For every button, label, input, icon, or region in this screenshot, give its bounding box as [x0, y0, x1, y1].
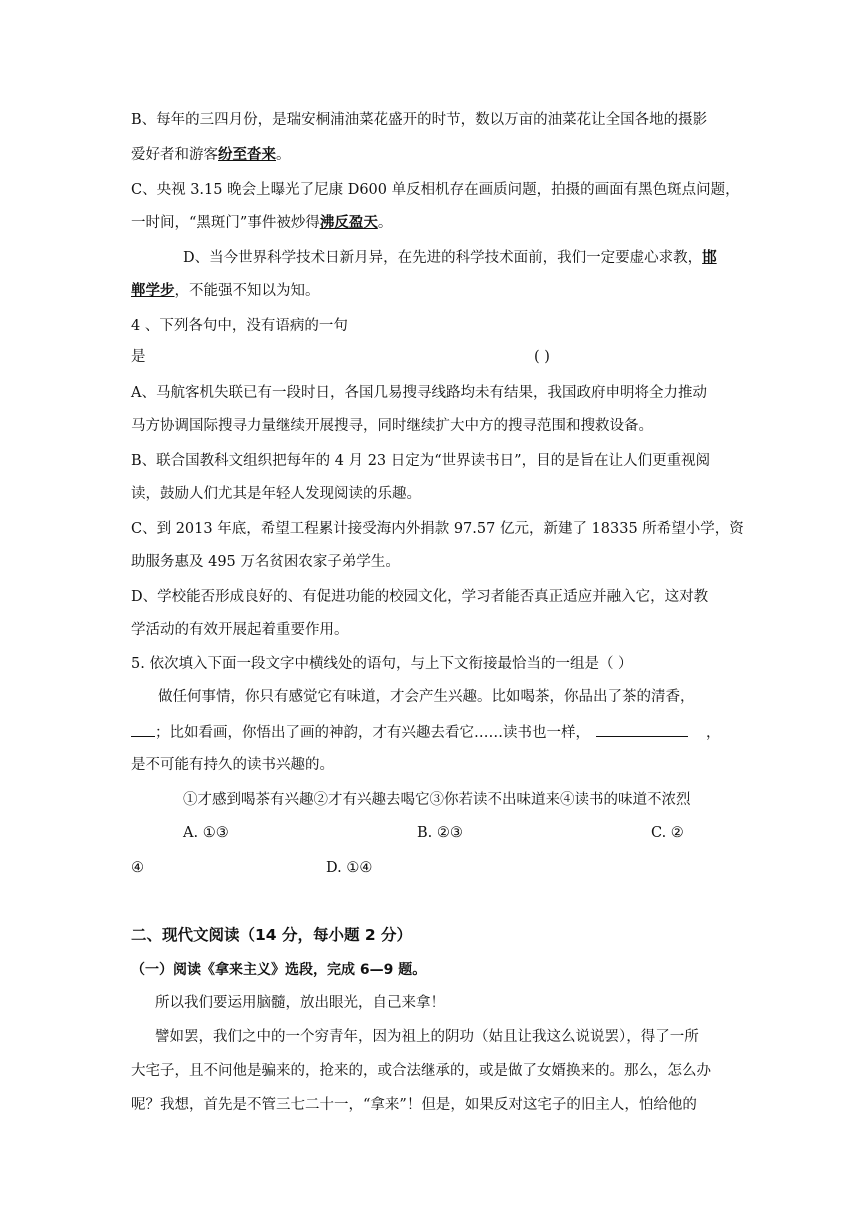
q3-option-c-line2 — [131, 213, 392, 233]
q4-option-b-line1: B、联合国教科文组织把每年的 4 月 23 日定为“世界读书日”，目的是旨在让人们更重视阅 — [131, 453, 711, 469]
q5-blank-1 — [131, 722, 155, 737]
passage-paragraph-2-line2: 大宅子，且不问他是骗来的，抢来的，或合法继承的，或是做了女婿换来的。那么，怎么办 — [131, 1063, 711, 1079]
q3-option-b-line1: B、每年的三四月份，是瑞安桐浦油菜花盛开的时节，数以万亩的油菜花让全国各地的摄影 — [131, 112, 708, 128]
q3-option-c-idiom: 沸反盈天 — [319, 214, 378, 231]
section2-title: 二、现代文阅读（14 分，每小题 2 分） — [131, 926, 413, 944]
q3-option-b-idiom: 纷至沓来 — [218, 146, 276, 163]
q3-option-d-line1 — [183, 248, 717, 268]
q5-option-c-cont: ④ — [131, 860, 144, 876]
passage-paragraph-2-line1: 譬如罢，我们之中的一个穷青年，因为祖上的阴功（姑且让我这么说说罢），得了一所 — [155, 1029, 699, 1045]
q4-answer-paren: ( ) — [534, 349, 550, 365]
q5-choices: ①才感到喝茶有兴趣②才有兴趣去喝它③你若读不出味道来④读书的味道不浓烈 — [183, 792, 691, 808]
section2-subtitle: （一）阅读《拿来主义》选段，完成 6—9 题。 — [131, 962, 427, 978]
q5-passage-line2-text: ；比如看画，你悟出了画的神韵，才有兴趣去看它……读书也一样， — [155, 725, 590, 741]
q5-option-b: B. ②③ — [417, 825, 463, 841]
passage-paragraph-1: 所以我们要运用脑髓，放出眼光，自己来拿！ — [155, 995, 445, 1011]
q5-option-a: A. ①③ — [183, 825, 229, 841]
q3-option-c-text: 一时间，“黑斑门”事件被炒得 — [131, 215, 320, 231]
q4-stem-cont: 是 — [131, 349, 146, 365]
q3-option-d-line2 — [131, 281, 320, 301]
q3-option-d-text: D、当今世界科学技术日新月异，在先进的科学技术面前，我们一定要虚心求教， — [183, 250, 703, 266]
q3-option-d-idiom-end: 郸学步 — [131, 282, 175, 299]
q4-option-d-line1: D、学校能否形成良好的、有促进功能的校园文化，学习者能否真正适应并融入它，这对教 — [131, 589, 709, 605]
q5-option-c: C. ② — [651, 825, 684, 841]
q5-passage-line2 — [131, 722, 721, 743]
passage-paragraph-2-line3: 呢？我想，首先是不管三七二十一，“拿来”！但是，如果反对这宅子的旧主人，怕给他的 — [131, 1097, 697, 1113]
q4-option-a-line2: 马方协调国际搜寻力量继续开展搜寻，同时继续扩大中方的搜寻范围和搜救设备。 — [131, 418, 653, 434]
q4-option-c-line2: 助服务惠及 495 万名贫困农家子弟学生。 — [131, 554, 400, 570]
q4-option-d-line2: 学活动的有效开展起着重要作用。 — [131, 622, 349, 638]
q4-option-b-line2: 读，鼓励人们尤其是年轻人发现阅读的乐趣。 — [131, 486, 421, 502]
q5-blank-2 — [596, 722, 688, 737]
q3-option-b-end: 。 — [276, 147, 291, 163]
q3-option-b-text: 爱好者和游客 — [131, 147, 218, 163]
q3-option-d-idiom-start: 邯 — [702, 249, 717, 266]
q5-passage-line3: 是不可能有持久的读书兴趣的。 — [131, 757, 334, 773]
q3-option-d-end: ，不能强不知以为知。 — [174, 283, 320, 299]
q5-option-d: D. ①④ — [326, 860, 373, 876]
q4-option-c-line1: C、到 2013 年底，希望工程累计接受海内外捐款 97.57 亿元，新建了 18335 所希望小学，资 — [131, 521, 744, 537]
q3-option-b-line2 — [131, 145, 291, 165]
q3-option-c-line1: C、央视 3.15 晚会上曝光了尼康 D600 单反相机存在画质问题，拍摄的画面有黑色斑点问题， — [131, 182, 740, 198]
q5-stem: 5. 依次填入下面一段文字中横线处的语句，与上下文衔接最恰当的一组是（ ） — [131, 656, 633, 672]
q5-passage-line2-end: ， — [706, 725, 721, 741]
q5-passage-line1: 做任何事情，你只有感觉它有味道，才会产生兴趣。比如喝茶，你品出了茶的清香， — [158, 689, 695, 705]
q3-option-c-end: 。 — [377, 215, 393, 231]
q4-option-a-line1: A、马航客机失联已有一段时日，各国几易搜寻线路均未有结果，我国政府申明将全力推动 — [131, 385, 707, 401]
q4-stem: 4 、下列各句中，没有语病的一句 — [131, 318, 348, 334]
